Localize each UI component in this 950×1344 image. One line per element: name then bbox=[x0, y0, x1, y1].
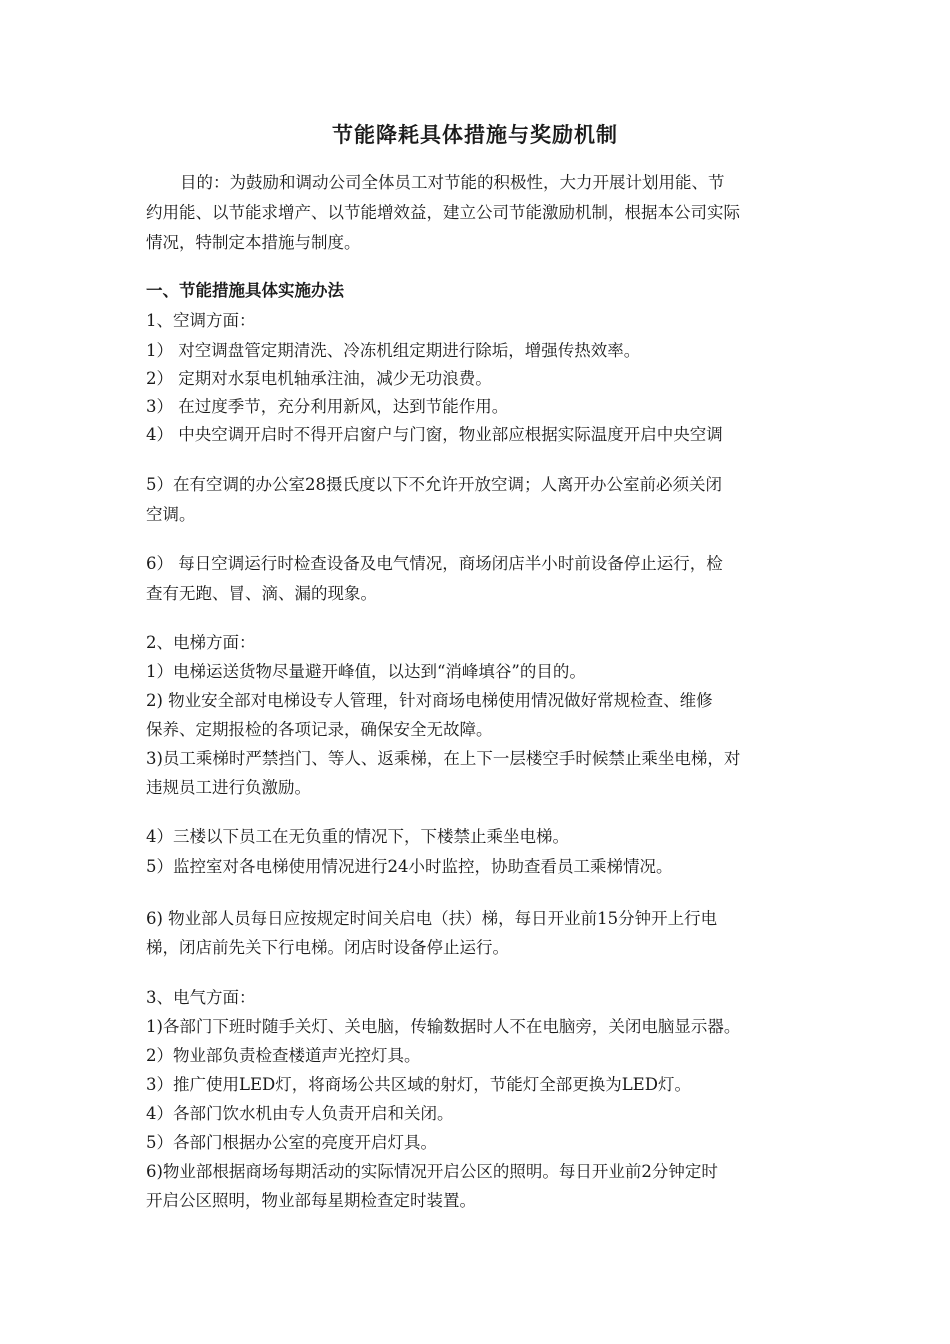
subsection-heading: 3、电气方面： bbox=[146, 988, 256, 1007]
list-item: 违规员工进行负激励。 bbox=[146, 778, 311, 797]
list-item: 空调。 bbox=[146, 505, 196, 524]
list-item: 6)物业部根据商场每期活动的实际情况开启公区的照明。每日开业前2分钟定时 bbox=[146, 1162, 718, 1181]
list-item: 5）监控室对各电梯使用情况进行24小时监控，协助查看员工乘梯情况。 bbox=[146, 857, 673, 876]
subsection-heading: 1、空调方面： bbox=[146, 311, 256, 330]
list-item: 6) 物业部人员每日应按规定时间关启电（扶）梯，每日开业前15分钟开上行电 bbox=[146, 909, 718, 928]
list-item: 1）电梯运送货物尽量避开峰值，以达到“消峰填谷”的目的。 bbox=[146, 662, 586, 681]
list-item: 2) 物业安全部对电梯设专人管理，针对商场电梯使用情况做好常规检查、维修 bbox=[146, 691, 713, 710]
list-item: 5）在有空调的办公室28摄氏度以下不允许开放空调；人离开办公室前必须关闭 bbox=[146, 475, 722, 494]
subsection-heading: 2、电梯方面： bbox=[146, 633, 256, 652]
paragraph-line: 情况，特制定本措施与制度。 bbox=[146, 233, 361, 252]
list-item: 1） 对空调盘管定期清洗、冷冻机组定期进行除垢，增强传热效率。 bbox=[146, 341, 641, 360]
list-item: 4）三楼以下员工在无负重的情况下，下楼禁止乘坐电梯。 bbox=[146, 827, 569, 846]
list-item: 4） 中央空调开启时不得开启窗户与门窗，物业部应根据实际温度开启中央空调 bbox=[146, 425, 723, 444]
list-item: 3)员工乘梯时严禁挡门、等人、返乘梯，在上下一层楼空手时候禁止乘坐电梯，对 bbox=[146, 749, 741, 768]
list-item: 1)各部门下班时随手关灯、关电脑，传输数据时人不在电脑旁，关闭电脑显示器。 bbox=[146, 1017, 741, 1036]
paragraph-line: 目的：为鼓励和调动公司全体员工对节能的积极性，大力开展计划用能、节 bbox=[180, 173, 725, 192]
list-item: 2）物业部负责检查楼道声光控灯具。 bbox=[146, 1046, 421, 1065]
document-title: 节能降耗具体措施与奖励机制 bbox=[332, 123, 618, 147]
list-item: 6） 每日空调运行时检查设备及电气情况，商场闭店半小时前设备停止运行，检 bbox=[146, 554, 723, 573]
list-item: 2） 定期对水泵电机轴承注油，减少无功浪费。 bbox=[146, 369, 492, 388]
list-item: 4）各部门饮水机由专人负责开启和关闭。 bbox=[146, 1104, 454, 1123]
list-item: 梯，闭店前先关下行电梯。闭店时设备停止运行。 bbox=[146, 938, 509, 957]
section-heading: 一、节能措施具体实施办法 bbox=[146, 281, 344, 300]
list-item: 保养、定期报检的各项记录，确保安全无故障。 bbox=[146, 720, 493, 739]
list-item: 3） 在过度季节，充分利用新风，达到节能作用。 bbox=[146, 397, 509, 416]
list-item: 5）各部门根据办公室的亮度开启灯具。 bbox=[146, 1133, 437, 1152]
list-item: 开启公区照明，物业部每星期检查定时装置。 bbox=[146, 1191, 476, 1210]
list-item: 查有无跑、冒、滴、漏的现象。 bbox=[146, 584, 377, 603]
list-item: 3）推广使用LED灯，将商场公共区域的射灯，节能灯全部更换为LED灯。 bbox=[146, 1075, 691, 1094]
paragraph-line: 约用能、以节能求增产、以节能增效益，建立公司节能激励机制，根据本公司实际 bbox=[146, 203, 740, 222]
